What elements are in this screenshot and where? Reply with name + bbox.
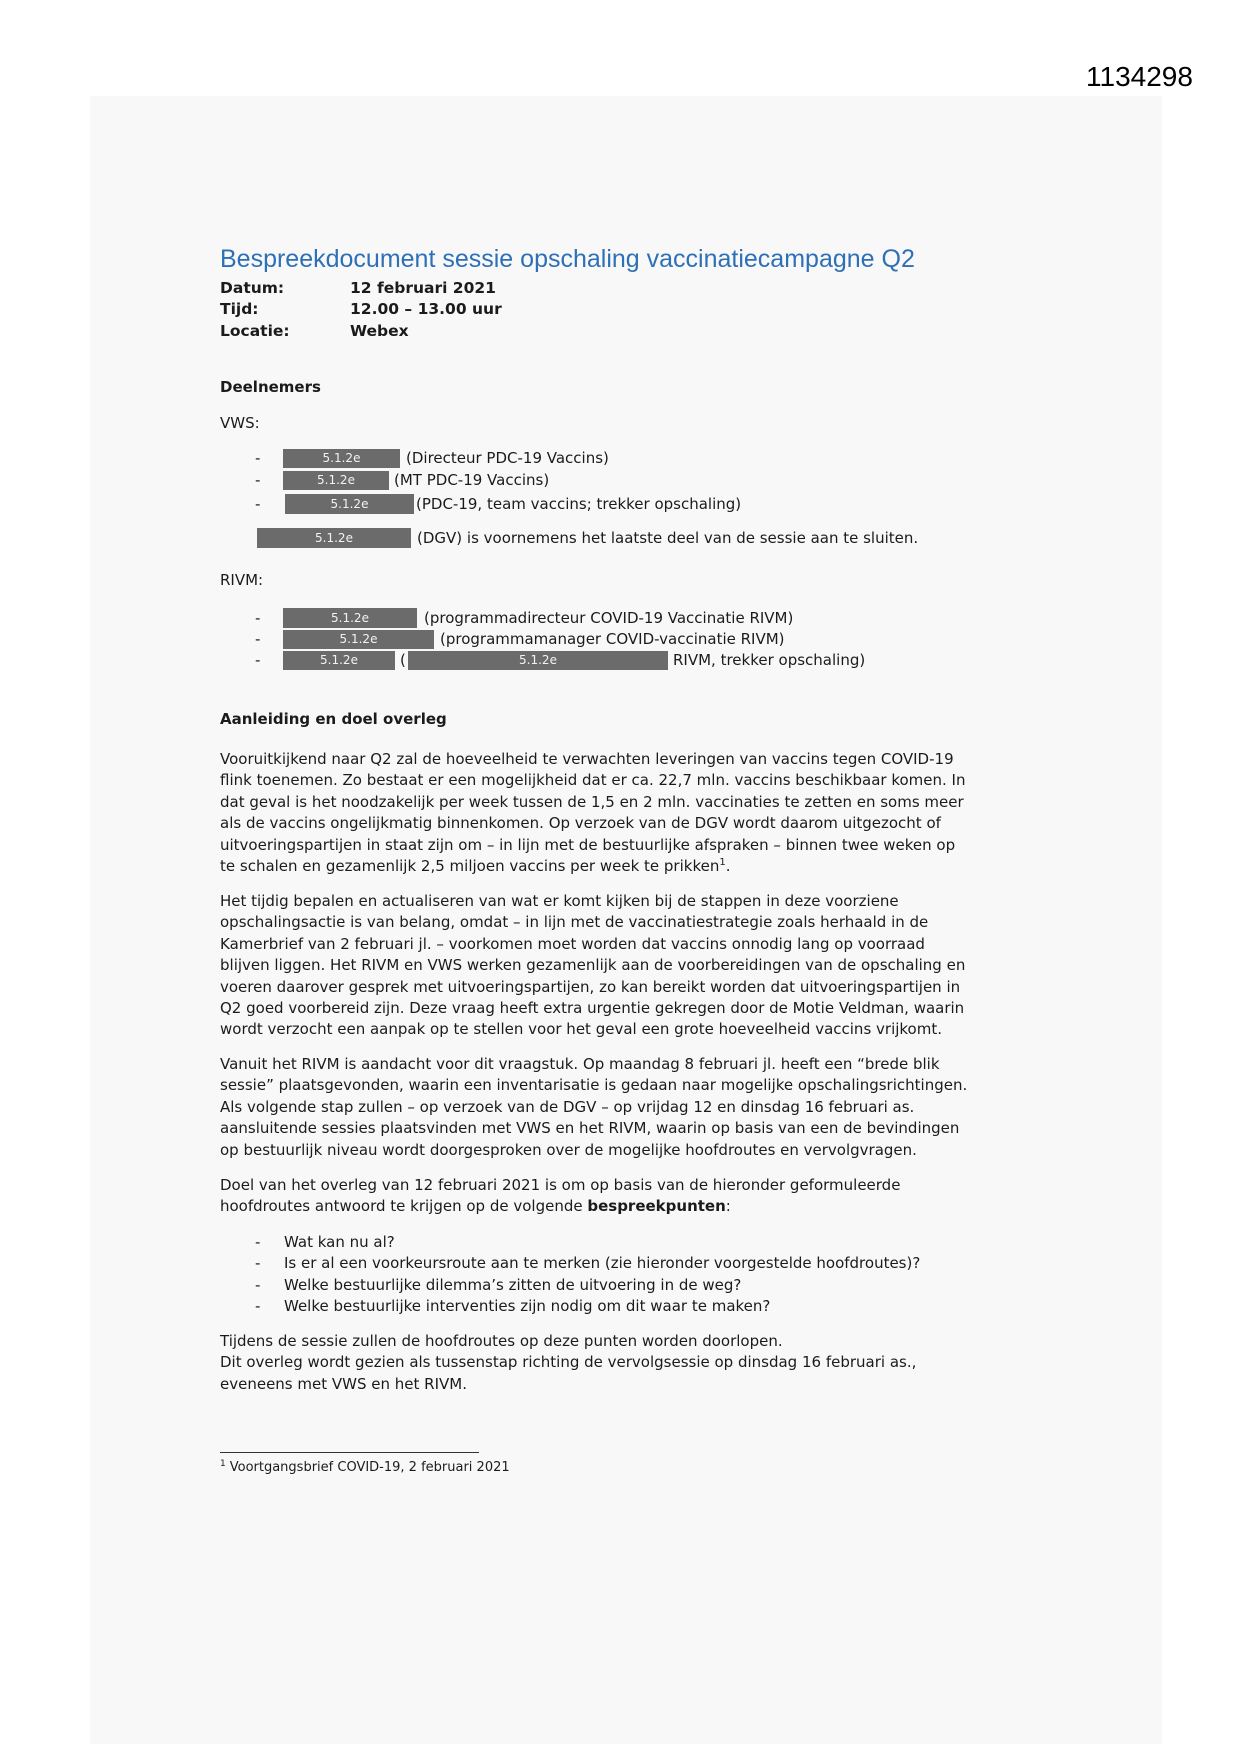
- member-role: (programmadirecteur COVID-19 Vaccinatie RIVM): [424, 609, 794, 627]
- paragraph-line: opschalingsactie is van belang, omdat – in lijn met de vaccinatiestrategie zoals herhaald in de: [220, 913, 929, 932]
- member-role: RIVM, trekker opschaling): [673, 651, 866, 669]
- paragraph-line-end: :: [725, 1197, 731, 1216]
- meta-value: 12.00 – 13.00 uur: [350, 300, 502, 319]
- paragraph-line: [220, 1196, 900, 1217]
- paragraph-line: Doel van het overleg van 12 februari 2021 is om op basis van de hieronder geformuleerde: [220, 1176, 901, 1194]
- document-number: 1134298: [1086, 61, 1193, 92]
- paragraph-line: [220, 856, 965, 877]
- paragraph-line: Vanuit het RIVM is aandacht voor dit vraagstuk. Op maandag 8 februari jl. heeft een “brede blik: [220, 1055, 940, 1073]
- paragraph-line: Tijdens de sessie zullen de hoofdroutes op deze punten worden doorlopen.: [220, 1332, 783, 1350]
- paragraph-line: blijven liggen. Het RIVM en VWS werken gezamenlijk aan de voorbereidingen van de opschaling en: [220, 956, 966, 975]
- meta-label: Datum:: [220, 279, 285, 297]
- rivm-member-row: [0, 630, 1241, 649]
- list-item-text: Wat kan nu al?: [284, 1233, 395, 1251]
- list-bullet: -: [255, 609, 261, 627]
- list-bullet: -: [255, 1233, 261, 1251]
- paragraph-1: [220, 749, 965, 877]
- paragraph-line-text: te schalen en gezamenlijk 2,5 miljoen vaccins per week te prikken: [220, 857, 720, 876]
- list-bullet: -: [255, 1275, 261, 1294]
- list-item: [0, 1253, 1241, 1274]
- redaction-box: 5.1.2e: [408, 651, 668, 670]
- footnote-marker: 1: [220, 1458, 226, 1469]
- section-heading: Aanleiding en doel overleg: [220, 710, 447, 728]
- rivm-member-row: [0, 608, 1241, 628]
- participants-heading: Deelnemers: [220, 378, 321, 396]
- rivm-label: RIVM:: [220, 571, 264, 589]
- list-item-text: Welke bestuurlijke dilemma’s zitten de uitvoering in de weg?: [284, 1275, 742, 1294]
- redaction-box: 5.1.2e: [283, 449, 400, 468]
- list-bullet: -: [255, 471, 261, 489]
- paragraph-4: [220, 1175, 900, 1218]
- dgv-note-row: [0, 528, 1241, 548]
- list-item: [0, 1296, 1241, 1317]
- list-item: [0, 1232, 1241, 1253]
- paragraph-line: wordt verzocht een aanpak op te stellen voor het geval een grote hoeveelheid vaccins vrijkomt.: [220, 1020, 942, 1039]
- paragraph-line: Het tijdig bepalen en actualiseren van wat er komt kijken bij de stappen in deze voorziene: [220, 892, 899, 910]
- redaction-box: 5.1.2e: [283, 608, 417, 628]
- paragraph-line: Q2 goed voorbereid zijn. Deze vraag heeft extra urgentie gekregen door de Motie Veldman, waarin: [220, 999, 965, 1018]
- paragraph-line: flink toenemen. Zo bestaat er een mogelijkheid dat er ca. 22,7 mln. vaccins beschikbaar komen. In: [220, 771, 966, 790]
- redaction-box: 5.1.2e: [283, 471, 389, 490]
- meta-row-time: [220, 299, 640, 320]
- list-item-text: Welke bestuurlijke interventies zijn nodig om dit waar te maken?: [284, 1297, 771, 1316]
- member-role: (Directeur PDC-19 Vaccins): [406, 449, 609, 467]
- meta-label: Tijd:: [220, 300, 259, 319]
- paragraph-line: Vooruitkijkend naar Q2 zal de hoeveelheid te verwachten leveringen van vaccins tegen COVID-19: [220, 750, 954, 768]
- rivm-member-row: [0, 651, 1241, 670]
- paragraph-line: uitvoeringspartijen in staat zijn om – in lijn met de bestuurlijke afspraken – binnen twee weken op: [220, 835, 956, 854]
- list-bullet: -: [255, 651, 261, 669]
- paragraph-2: [220, 891, 965, 1041]
- vws-member-row: [0, 471, 1241, 490]
- vws-member-row: [0, 449, 1241, 468]
- document-title: Bespreekdocument sessie opschaling vaccinatiecampagne Q2: [220, 245, 915, 273]
- redaction-box: 5.1.2e: [285, 494, 414, 514]
- meta-row-date: [220, 278, 640, 299]
- member-role: (PDC-19, team vaccins; trekker opschaling): [416, 495, 742, 513]
- member-role: (MT PDC-19 Vaccins): [394, 471, 550, 489]
- paragraph-line: Dit overleg wordt gezien als tussenstap richting de vervolgsessie op dinsdag 16 februari as.,: [220, 1353, 917, 1372]
- redaction-box: 5.1.2e: [257, 528, 411, 548]
- footnote-reference: 1: [719, 857, 726, 869]
- list-item: [0, 1275, 1241, 1296]
- paragraph-line: Als volgende stap zullen – op verzoek van de DGV – op vrijdag 12 en dinsdag 16 februari as.: [220, 1097, 915, 1116]
- footnote: [220, 1459, 510, 1477]
- meta-row-location: [220, 321, 640, 342]
- paragraph-line: op bestuurlijk niveau wordt doorgesproken over de mogelijke hoofdroutes en vervolgvragen.: [220, 1140, 917, 1159]
- paragraph-line: als de vaccins ongelijkmatig binnenkomen. Op verzoek van de DGV wordt daarom uitgezocht of: [220, 814, 941, 833]
- meta-label: Locatie:: [220, 321, 290, 340]
- paragraph-3: [220, 1054, 967, 1161]
- paragraph-line: voeren daarover gesprek met uitvoeringspartijen, zo kan bereikt worden dat uitvoeringspartijen in: [220, 977, 961, 996]
- list-bullet: -: [255, 495, 261, 513]
- paragraph-line: Kamerbrief van 2 februari jl. – voorkomen moet worden dat vaccins onnodig lang op voorraad: [220, 934, 925, 953]
- open-parenthesis: (: [400, 651, 406, 669]
- redaction-box: 5.1.2e: [283, 630, 434, 649]
- paragraph-5: [220, 1331, 916, 1395]
- list-bullet: -: [255, 1254, 261, 1273]
- list-bullet: -: [255, 449, 261, 467]
- list-bullet: -: [255, 630, 261, 648]
- vws-member-row: [0, 494, 1241, 514]
- meta-value: Webex: [350, 321, 409, 340]
- member-role: (programmamanager COVID-vaccinatie RIVM): [440, 630, 785, 648]
- paragraph-line-text: hoofdroutes antwoord te krijgen op de volgende: [220, 1197, 588, 1216]
- paragraph-line-end: .: [725, 857, 731, 876]
- redaction-box: 5.1.2e: [283, 651, 395, 670]
- meeting-details: [220, 278, 640, 342]
- discussion-points-list: [0, 1232, 1241, 1318]
- meta-value: 12 februari 2021: [350, 279, 496, 297]
- footnote-text: Voortgangsbrief COVID-19, 2 februari 2021: [229, 1460, 510, 1475]
- paragraph-line: aansluitende sessies plaatsvinden met VWS en het RIVM, waarin op basis van een de bevindingen: [220, 1119, 960, 1138]
- bold-term: bespreekpunten: [587, 1197, 726, 1216]
- footnote-separator: [220, 1452, 479, 1453]
- list-bullet: -: [255, 1297, 261, 1316]
- dgv-note-text: (DGV) is voornemens het laatste deel van de sessie aan te sluiten.: [417, 529, 919, 547]
- list-item-text: Is er al een voorkeursroute aan te merken (zie hieronder voorgestelde hoofdroutes)?: [284, 1254, 921, 1273]
- vws-label: VWS:: [220, 414, 260, 432]
- paragraph-line: eveneens met VWS en het RIVM.: [220, 1374, 467, 1393]
- paragraph-line: sessie” plaatsgevonden, waarin een inventarisatie is gedaan naar mogelijke opschalingsrichtingen.: [220, 1076, 968, 1095]
- paragraph-line: dat geval is het noodzakelijk per week tussen de 1,5 en 2 mln. vaccinaties te zetten en soms meer: [220, 792, 964, 811]
